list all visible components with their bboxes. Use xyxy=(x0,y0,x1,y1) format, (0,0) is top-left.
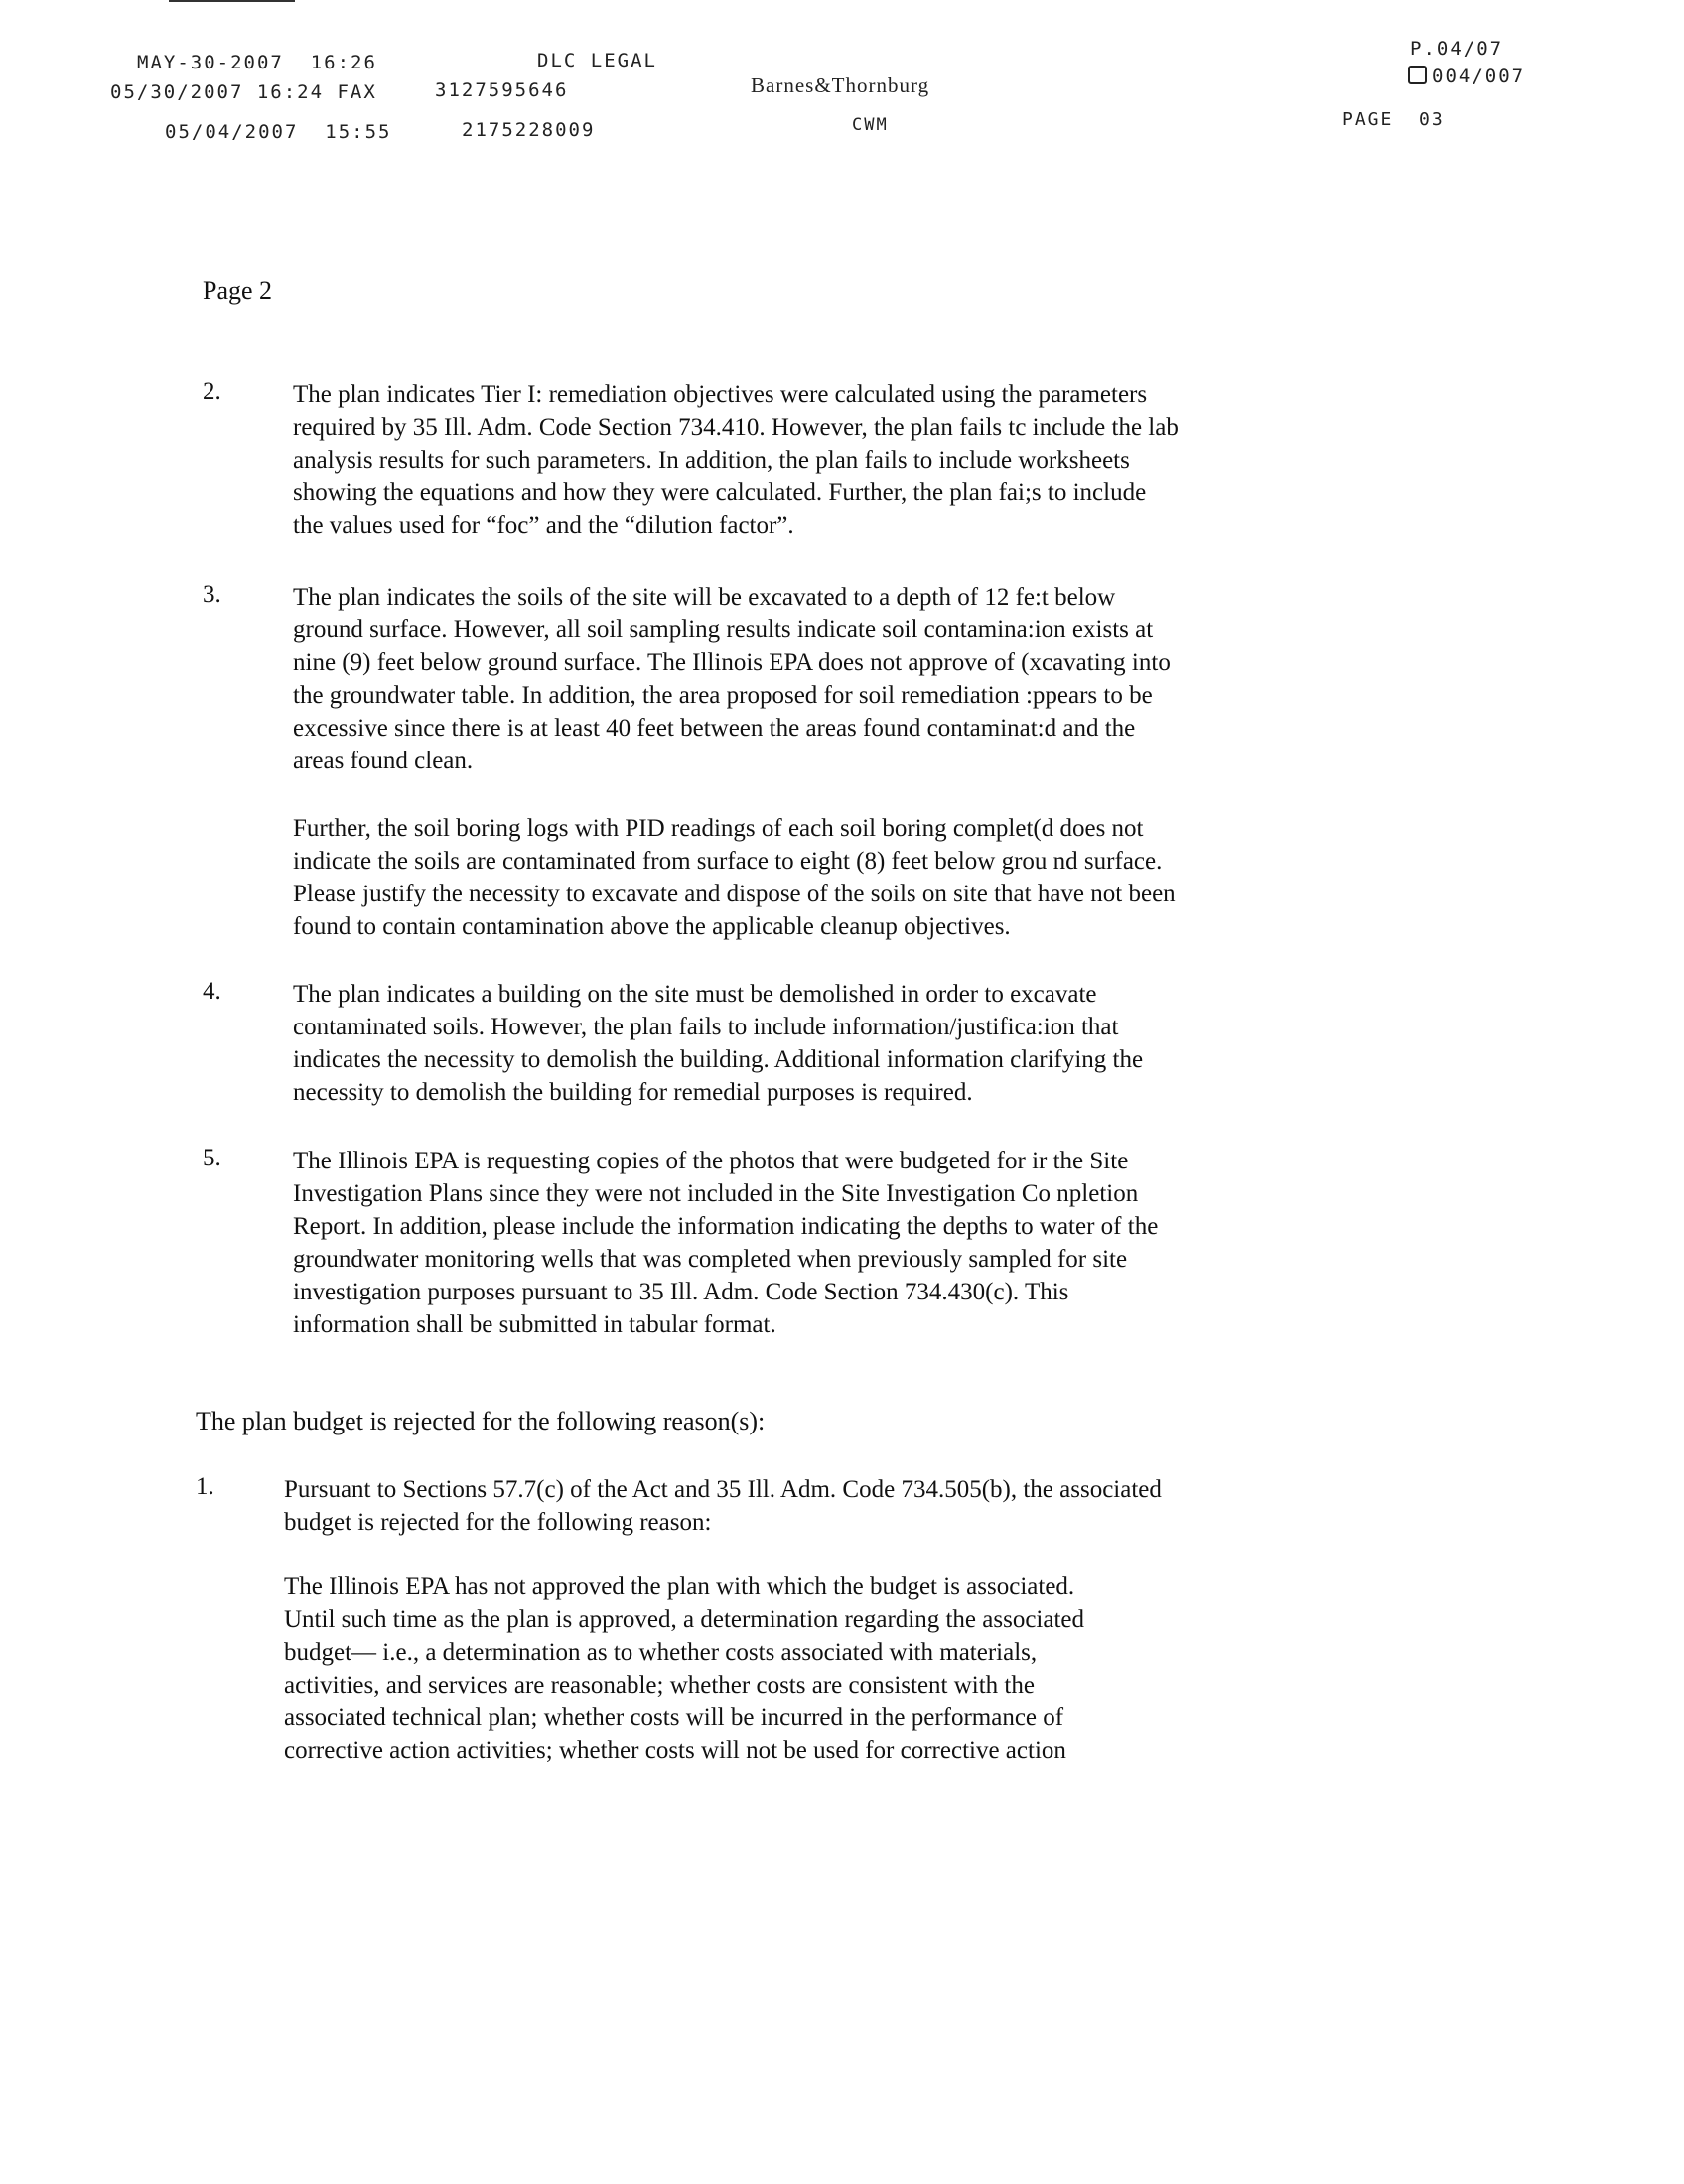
text-line: The plan indicates the soils of the site will be excavated to a depth of 12 fe:t below xyxy=(293,584,1116,611)
fax-header-number-2: 3127595646 xyxy=(435,79,569,101)
item-5-paragraph xyxy=(293,1145,1158,1341)
text-line: found to contain contamination above the applicable cleanup objectives. xyxy=(293,913,1011,940)
item-3-paragraph xyxy=(293,581,1171,777)
text-line: areas found clean. xyxy=(293,748,474,774)
text-line: The Illinois EPA is requesting copies of the photos that were budgeted for ir the Site xyxy=(293,1148,1129,1174)
item-number: 1. xyxy=(196,1473,214,1500)
budget-item-1-paragraph xyxy=(284,1473,1162,1539)
text-line: information shall be submitted in tabular format. xyxy=(293,1311,776,1338)
text-line: The plan indicates Tier I: remediation objectives were calculated using the parameters xyxy=(293,381,1148,408)
item-2-paragraph xyxy=(293,378,1179,542)
budget-item-1-detail-paragraph xyxy=(284,1570,1084,1767)
text-line: the groundwater table. In addition, the area proposed for soil remediation :ppears to be xyxy=(293,682,1153,709)
budget-heading: The plan budget is rejected for the following reason(s): xyxy=(196,1407,766,1435)
fax-header-page-3: PAGE 03 xyxy=(1342,109,1445,130)
text-line: Investigation Plans since they were not included in the Site Investigation Co npletion xyxy=(293,1180,1139,1207)
fax-header-datetime-3: 05/04/2007 15:55 xyxy=(165,121,392,143)
fax-header-dept: CWM xyxy=(852,115,889,135)
text-line: required by 35 Ill. Adm. Code Section 734.410. However, the plan fails tc include the lab xyxy=(293,414,1179,441)
item-3-followup-paragraph xyxy=(293,812,1176,943)
text-line: necessity to demolish the building for remedial purposes is required. xyxy=(293,1079,973,1106)
fax-header-datetime-2: 05/30/2007 16:24 FAX xyxy=(110,81,377,103)
page-label: Page 2 xyxy=(203,276,273,305)
top-rule xyxy=(169,0,295,2)
text-line: corrective action activities; whether costs will not be used for corrective action xyxy=(284,1737,1066,1764)
text-line: The plan indicates a building on the site must be demolished in order to excavate xyxy=(293,981,1097,1008)
text-line: indicate the soils are contaminated from surface to eight (8) feet below grou nd surface. xyxy=(293,848,1163,875)
item-number: 2. xyxy=(203,378,221,405)
text-line: groundwater monitoring wells that was completed when previously sampled for site xyxy=(293,1246,1128,1273)
text-line: indicates the necessity to demolish the building. Additional information clarifying the xyxy=(293,1046,1144,1073)
text-line: contaminated soils. However, the plan fails to include information/justifica:ion that xyxy=(293,1014,1119,1040)
fax-header-datetime-1: MAY-30-2007 16:26 xyxy=(137,52,377,73)
text-line: The Illinois EPA has not approved the plan with which the budget is associated. xyxy=(284,1573,1075,1600)
text-line: Until such time as the plan is approved, a determination regarding the associated xyxy=(284,1606,1085,1633)
fax-box-icon xyxy=(1408,66,1427,84)
text-line: Further, the soil boring logs with PID readings of each soil boring complet(d does not xyxy=(293,815,1144,842)
item-number: 4. xyxy=(203,978,221,1005)
fax-header-page-2: 004/007 xyxy=(1432,66,1526,87)
text-line: showing the equations and how they were calculated. Further, the plan fai;s to include xyxy=(293,479,1147,506)
text-line: excessive since there is at least 40 feet between the areas found contaminat:d and the xyxy=(293,715,1136,742)
fax-header-firm: Barnes&Thornburg xyxy=(751,73,930,97)
text-line: activities, and services are reasonable; whether costs are consistent with the xyxy=(284,1672,1035,1699)
text-line: ground surface. However, all soil sampling results indicate soil contamina:ion exists at xyxy=(293,616,1154,643)
text-line: nine (9) feet below ground surface. The Illinois EPA does not approve of (xcavating into xyxy=(293,649,1171,676)
fax-header-sender: DLC LEGAL xyxy=(537,50,657,71)
text-line: associated technical plan; whether costs will be incurred in the performance of xyxy=(284,1705,1064,1731)
text-line: budget is rejected for the following reason: xyxy=(284,1509,712,1536)
text-line: Pursuant to Sections 57.7(c) of the Act and 35 Ill. Adm. Code 734.505(b), the associated xyxy=(284,1476,1162,1503)
item-number: 5. xyxy=(203,1145,221,1171)
text-line: analysis results for such parameters. In addition, the plan fails to include worksheets xyxy=(293,447,1130,474)
item-number: 3. xyxy=(203,581,221,608)
text-line: Please justify the necessity to excavate and dispose of the soils on site that have not been xyxy=(293,881,1176,907)
fax-header-number-3: 2175228009 xyxy=(462,119,596,141)
text-line: the values used for “foc” and the “dilution factor”. xyxy=(293,512,794,539)
item-4-paragraph xyxy=(293,978,1143,1109)
text-line: investigation purposes pursuant to 35 Ill. Adm. Code Section 734.430(c). This xyxy=(293,1279,1069,1305)
text-line: budget— i.e., a determination as to whether costs associated with materials, xyxy=(284,1639,1038,1666)
text-line: Report. In addition, please include the information indicating the depths to water of the xyxy=(293,1213,1159,1240)
fax-header-page-1: P.04/07 xyxy=(1410,38,1504,60)
